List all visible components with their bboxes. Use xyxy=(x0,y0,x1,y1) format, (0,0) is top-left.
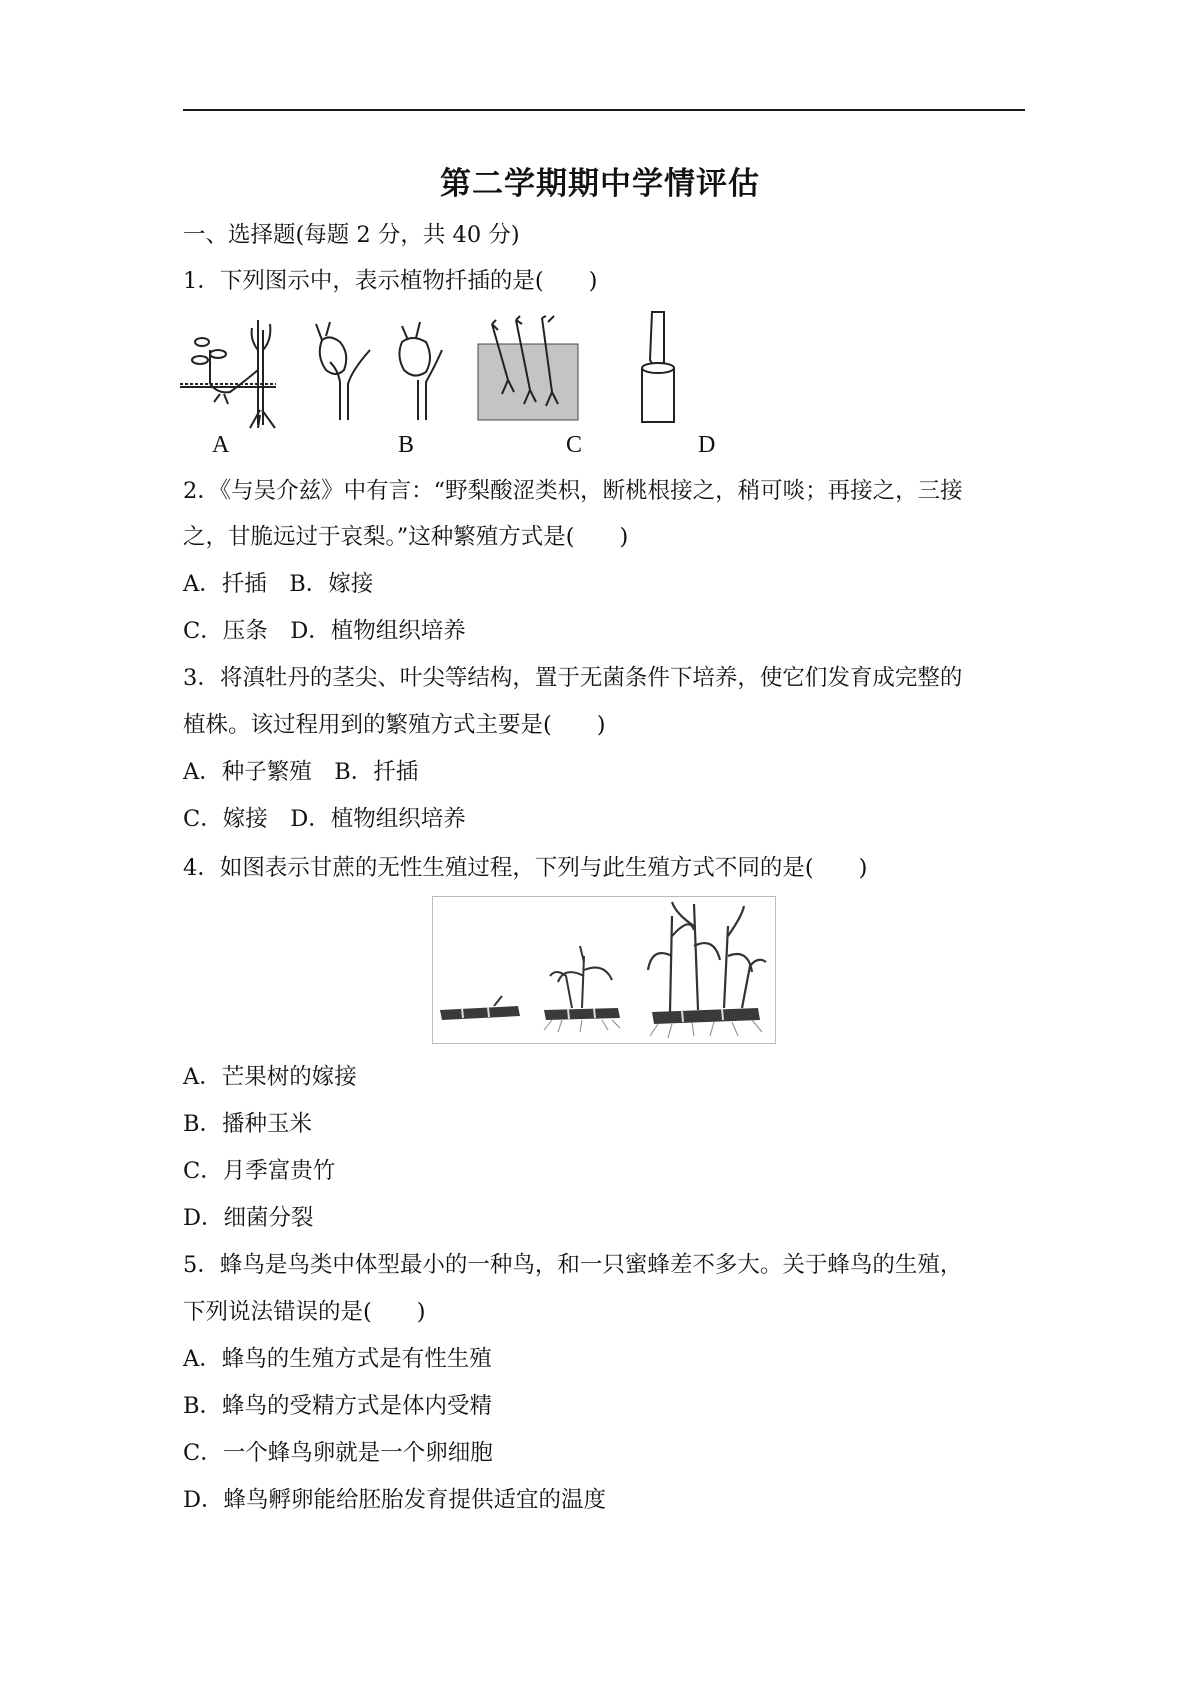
q5-option-c: C．一个蜂鸟卵就是一个卵细胞 xyxy=(183,1440,493,1466)
q1-label-b: B xyxy=(398,432,415,458)
header-rule xyxy=(183,109,1025,111)
q1-stem: 1．下列图示中，表示植物扦插的是( ) xyxy=(183,268,598,294)
q2-stem-line1: 2．《与吴介兹》中有言：“野梨酸涩类枳，断桃根接之，稍可啖；再接之，三接 xyxy=(183,478,963,504)
q1-figure-a xyxy=(180,320,276,428)
q5-option-d: D．蜂鸟孵卵能给胚胎发育提供适宜的温度 xyxy=(183,1487,607,1513)
q4-option-d: D．细菌分裂 xyxy=(183,1205,314,1231)
q3-options-line2: C．嫁接 D．植物组织培养 xyxy=(183,806,466,832)
q1-figure-c xyxy=(478,316,578,420)
q1-label-c: C xyxy=(566,432,583,458)
q5-option-b: B．蜂鸟的受精方式是体内受精 xyxy=(183,1393,493,1419)
q5-stem-line2: 下列说法错误的是( ) xyxy=(183,1299,426,1325)
q1-label-d: D xyxy=(698,432,716,458)
q4-option-a: A．芒果树的嫁接 xyxy=(183,1064,357,1090)
section-heading: 一、选择题(每题 2 分，共 40 分) xyxy=(183,222,520,248)
q1-label-a: A xyxy=(212,432,230,458)
q5-stem-line1: 5．蜂鸟是鸟类中体型最小的一种鸟，和一只蜜蜂差不多大。关于蜂鸟的生殖， xyxy=(183,1252,963,1278)
page-title: 第二学期期中学情评估 xyxy=(440,166,760,202)
q3-stem-line2: 植株。该过程用到的繁殖方式主要是( ) xyxy=(183,712,606,738)
q3-stem-line1: 3．将滇牡丹的茎尖、叶尖等结构，置于无菌条件下培养，使它们发育成完整的 xyxy=(183,665,963,691)
q5-option-a: A．蜂鸟的生殖方式是有性生殖 xyxy=(183,1346,492,1372)
q1-figure xyxy=(180,310,720,430)
q3-options-line1: A．种子繁殖 B．扦插 xyxy=(183,759,419,785)
q4-option-b: B．播种玉米 xyxy=(183,1111,313,1137)
q2-options-line1: A．扦插 B．嫁接 xyxy=(183,571,374,597)
q4-figure xyxy=(432,896,776,1044)
q1-figure-d xyxy=(642,312,674,422)
q2-stem-line2: 之，甘脆远过于哀梨。”这种繁殖方式是( ) xyxy=(183,524,629,550)
q2-options-line2: C．压条 D．植物组织培养 xyxy=(183,618,466,644)
q4-option-c: C．月季富贵竹 xyxy=(183,1158,336,1184)
q1-figure-b xyxy=(316,322,442,420)
q4-stem: 4．如图表示甘蔗的无性生殖过程，下列与此生殖方式不同的是( ) xyxy=(183,855,868,881)
